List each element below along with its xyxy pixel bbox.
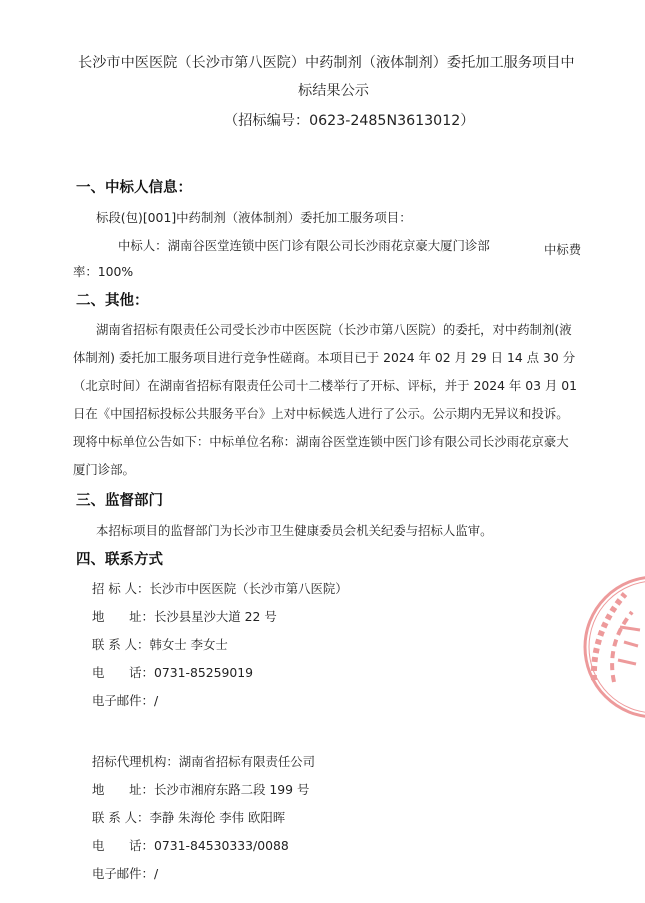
section3-heading: 三、监督部门 <box>76 493 163 509</box>
official-seal-icon <box>580 572 645 722</box>
section2-line: 体制剂) 委托加工服务项目进行竞争性磋商。本项目已于 2024 年 02 月 29 日 14 点 30 分 <box>73 350 576 365</box>
lot-description: 标段(包)[001]中药制剂（液体制剂）委托加工服务项目： <box>96 210 412 225</box>
agency-contact-label: 联 系 人： <box>92 810 150 825</box>
tenderer-email: / <box>153 693 159 708</box>
tenderer-contact-label: 联 系 人： <box>92 637 150 652</box>
tenderer-phone: 0731-85259019 <box>153 665 254 680</box>
tenderer-address-label: 地 址： <box>92 609 154 624</box>
agency-email-label: 电子邮件： <box>92 866 154 881</box>
section2-line: 湖南省招标有限责任公司受长沙市中医医院（长沙市第八医院）的委托，对中药制剂(液 <box>96 322 572 337</box>
section2-line: 现将中标单位公告如下：中标单位名称：湖南谷医堂连锁中医门诊有限公司长沙雨花京豪大 <box>73 434 569 449</box>
tenderer-address: 长沙县星沙大道 22 号 <box>153 609 277 624</box>
fee-label: 中标费 <box>544 242 582 257</box>
winner-label: 中标人： <box>118 238 168 253</box>
agency-row <box>92 808 285 826</box>
tenderer-row <box>92 691 158 709</box>
section2-line: （北京时间）在湖南省招标有限责任公司十二楼举行了开标、评标，并于 2024 年 03 月 01 <box>73 378 578 393</box>
agency-address-label: 地 址： <box>92 782 154 797</box>
section2-line: 厦门诊部。 <box>73 462 135 477</box>
section1-heading: 一、中标人信息： <box>76 180 192 196</box>
fee-rate: 率：100% <box>73 264 134 279</box>
tenderer-phone-label: 电 话： <box>92 665 154 680</box>
section2-heading: 二、其他： <box>76 293 149 309</box>
agency-address: 长沙市湘府东路二段 199 号 <box>153 782 310 797</box>
agency-phone-label: 电 话： <box>92 838 154 853</box>
section2-line: 日在《中国招标投标公共服务平台》上对中标候选人进行了公示。公示期内无异议和投诉。 <box>73 406 569 421</box>
agency-row <box>92 836 289 854</box>
agency-name: 湖南省招标有限责任公司 <box>178 754 316 769</box>
agency-row <box>92 780 309 798</box>
agency-row <box>92 752 315 770</box>
winner-row <box>118 236 490 254</box>
agency-phone: 0731-84530333/0088 <box>153 838 289 853</box>
agency-row <box>92 864 158 882</box>
tenderer-row <box>92 579 348 597</box>
tender-number: （招标编号：0623-2485N3613012） <box>224 113 475 129</box>
agency-email: / <box>153 866 159 881</box>
tenderer-name: 长沙市中医医院（长沙市第八医院） <box>149 581 348 596</box>
winner-name: 湖南谷医堂连锁中医门诊有限公司长沙雨花京豪大厦门诊部 <box>167 238 490 253</box>
supervision-text: 本招标项目的监督部门为长沙市卫生健康委员会机关纪委与招标人监审。 <box>96 523 493 538</box>
agency-contact: 李静 朱海伦 李伟 欧阳晖 <box>149 810 286 825</box>
agency-name-label: 招标代理机构： <box>92 754 179 769</box>
page-title-line2: 标结果公示 <box>298 83 369 99</box>
page-title-line1: 长沙市中医医院（长沙市第八医院）中药制剂（液体制剂）委托加工服务项目中 <box>78 55 575 71</box>
tenderer-contact: 韩女士 李女士 <box>149 637 228 652</box>
tenderer-email-label: 电子邮件： <box>92 693 154 708</box>
tenderer-row <box>92 635 228 653</box>
section4-heading: 四、联系方式 <box>76 552 163 568</box>
tenderer-row <box>92 607 277 625</box>
tenderer-row <box>92 663 253 681</box>
tenderer-name-label: 招 标 人： <box>92 581 150 596</box>
